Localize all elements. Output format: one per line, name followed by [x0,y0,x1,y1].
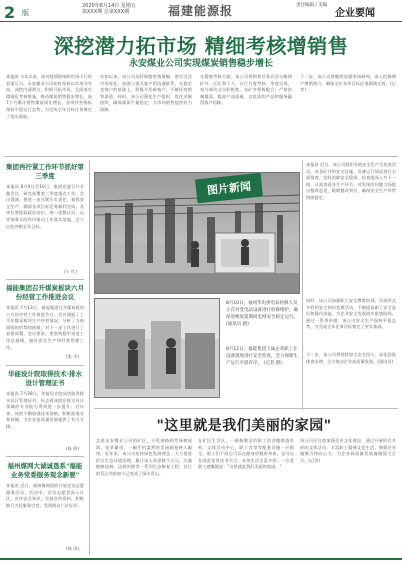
sidebar-body-4: 本报讯 近日，福州煤网组织开展党员志愿服务活动。活动中，党员志愿者深入社区，宣传安全知识，发放宣传资料，积极践行为民服务宗旨，受到群众广泛好评。 [6,483,84,508]
sidebar-title-4: 福州煤网大诚诚恳系"福能业务党委服务观念新要" [7,462,83,479]
page-edition: 版 [22,9,29,17]
feature-column-1: 走进永安煤业公司的矿区，只见道路两旁绿树成荫，花草繁茂，一幅生机盎然的美丽画卷映入眼帘。近年来，该公司坚持绿色发展理念，大力推进矿区生态环境治理，累计投入资金数千万元，实施植树造林、边坡治理等一系列生态修复工程，昔日的荒山秃岭如今已变成了绿水青山。 [96,438,192,476]
sidebar-byline-1: (小 红) [64,269,77,274]
photo-column-divider [302,160,303,410]
masthead [0,0,402,22]
worker-photo-illustration [95,299,220,398]
right-column-3: 下一步，该公司将持续加大安全投入，深化隐患排查治理，全力推动企业高质量发展。(通讯员) [306,352,396,364]
right-column-1: 本报讯 近日，该公司组织开展安全生产大检查活动，对各矿井的安全设施、设备运行情况进行全面排查，及时消除安全隐患。检查组深入井下一线，认真查看各生产环节，对发现的问题当场提出整改意见，限期整改到位，确保安全生产形势持续稳定。 [306,162,396,200]
date-line: 2020年8月14日 星期五 [82,3,136,9]
sidebar-rule-1 [6,279,84,280]
photo-caption-1-text: 8月10日，福州华电供电局检修人员正在对变电站设备进行检修维护，确保迎峰度夏期间电网安全稳定运行。 [226,301,298,320]
feature-column-2: 在矿区生活区，一栋栋整洁的职工宿舍楼错落有致，文体活动中心、职工食堂等配套设施一应俱全。职工们下班后可以在健身房锻炼身体，也可以在阅览室里读书学习，业余生活丰富多彩。一位老职工感慨地说："这里就是我们美丽的家园。" [198,438,294,470]
photo-caption-1-byline: (通讯员 摄) [226,322,249,327]
sidebar-title-2: 福能集团召开煤炭板块六月份经营工作推进会议 [6,284,84,301]
editor-line: 责任编辑 / 美编 [296,3,328,8]
sidebar-rule-3 [6,456,84,457]
photo-caption-1 [226,300,300,342]
secondary-photo [94,298,220,398]
sidebar-body-2: 本报讯 7月13日，福能集团召开煤炭板块六月份经营工作推进会议。会议通报了上半年煤炭板块生产经营情况，分析了当前面临的形势和困难，对下一步工作进行了安排部署。会议要求，要坚持稳中求进工作总基调，做好安全生产和经营管理工作。 [6,305,84,350]
lead-article-column-3: 在精细考核方面，该公司将销售任务层层分解到矿井、区队和个人，实行月度考核、季度兑现，充分调动全员积极性。各矿井积极配合，严格控制煤质，提高产品质量，以优质的产品和服务赢得客户信赖。 [200,74,292,106]
sidebar-byline-3: (陈 明) [66,446,79,451]
photo-label-text: 图片新闻 [206,179,252,198]
sidebar-title-3: 华能设计院取得技术·排水设计管理证书 [8,370,82,387]
sidebar-byline-2: (张 平) [66,354,79,359]
photo-caption-2 [226,346,300,402]
main-headline: 深挖潜力拓市场 精细考核增销售 [53,34,349,58]
feature-column-3: 该公司还注重加强企业文化建设，通过开展形式多样的文体活动，丰富职工精神文化生活，增强企业凝聚力和向心力，为企业高质量发展凝聚强大合力。(记者) [300,438,396,463]
photo-caption-2-byline: (记者 摄) [263,361,282,366]
section-title: 企业要闻 [335,8,375,19]
sidebar-body-1: 本报讯 8月9日至10日，集团党委召开专题会议，研究部署第三季度重点工作。会议强调，要进一步压紧压实责任，狠抓安全生产，确保各项目标任务顺利完成。各单位要提高政治站位，统一思想认识，以更加务实的作风推动工作落实落地，全力以赴冲刺全年目标。 [6,184,84,229]
lead-article-column-1: 本报讯 今年以来，面对疫情影响和市场下行的双重压力，永安煤业公司始终坚持以市场为导向，深挖内部潜力，积极开拓市场，全面落实精细化考核措施，推动煤炭销售稳步增长。前7个月累计销售煤炭同比增长，各项经营指标保持平稳运行态势，为完成全年目标任务奠定了坚实基础。 [6,74,92,119]
section-divider [4,156,398,157]
sidebar-body-3: 本报讯 7月28日，华能设计院成功取得排水设计管理证书，标志着该院在排水设计领域的专业能力得到进一步提升。近年来，该院不断加强技术创新，积极拓展业务领域，为企业高质量发展提供了有力支撑。 [6,391,84,429]
sidebar-divider [89,160,90,555]
lead-article-column-2: 年初以来，该公司及时调整营销策略，密切关注市场变化，加强与重点客户的沟通联系，在稳定老客户的基础上，积极开发新客户，不断拓宽销售渠道。同时，该公司强化生产组织，优化采掘接续，确保煤炭产量稳定，为市场销售提供有力保障。 [100,74,192,112]
lead-article-column-4: 下一步，该公司将继续加强市场研判，深入挖掘增产增销潜力，确保全年各项目标任务圆满完成。(记者) [300,74,396,93]
sidebar-title-1: 集团再拧紧工作环节抓好第三季度 [6,163,84,180]
feature-divider [94,408,398,409]
issue-line: 第XXX期 总第XXX期 [82,9,130,15]
right-column-2: 同时，该公司加强职工安全教育培训，开展形式多样的安全知识竞赛活动，不断提高职工安全意识和操作技能，为企业安全发展筑牢思想防线。通过一系列举措，该公司安全生产保持平稳态势，为完成全年任务目标奠定了坚实基础。 [306,298,396,330]
sidebar-rule-2 [6,365,84,366]
footer-line [0,558,402,560]
feature-headline: "这里就是我们美丽的家园" [156,418,332,434]
sidebar-byline-4: (林 涛) [66,546,79,551]
photo-caption-2-text: 8月12日，福能集团下属企业职工在设备现场进行安全检查，全力保障生产运行平稳有序。 [226,347,298,366]
main-subhead: 永安煤业公司实现煤炭销售稳步增长 [128,59,273,69]
newspaper-logo: 福建能源报 [168,4,234,18]
page-number: 2 [4,3,16,22]
